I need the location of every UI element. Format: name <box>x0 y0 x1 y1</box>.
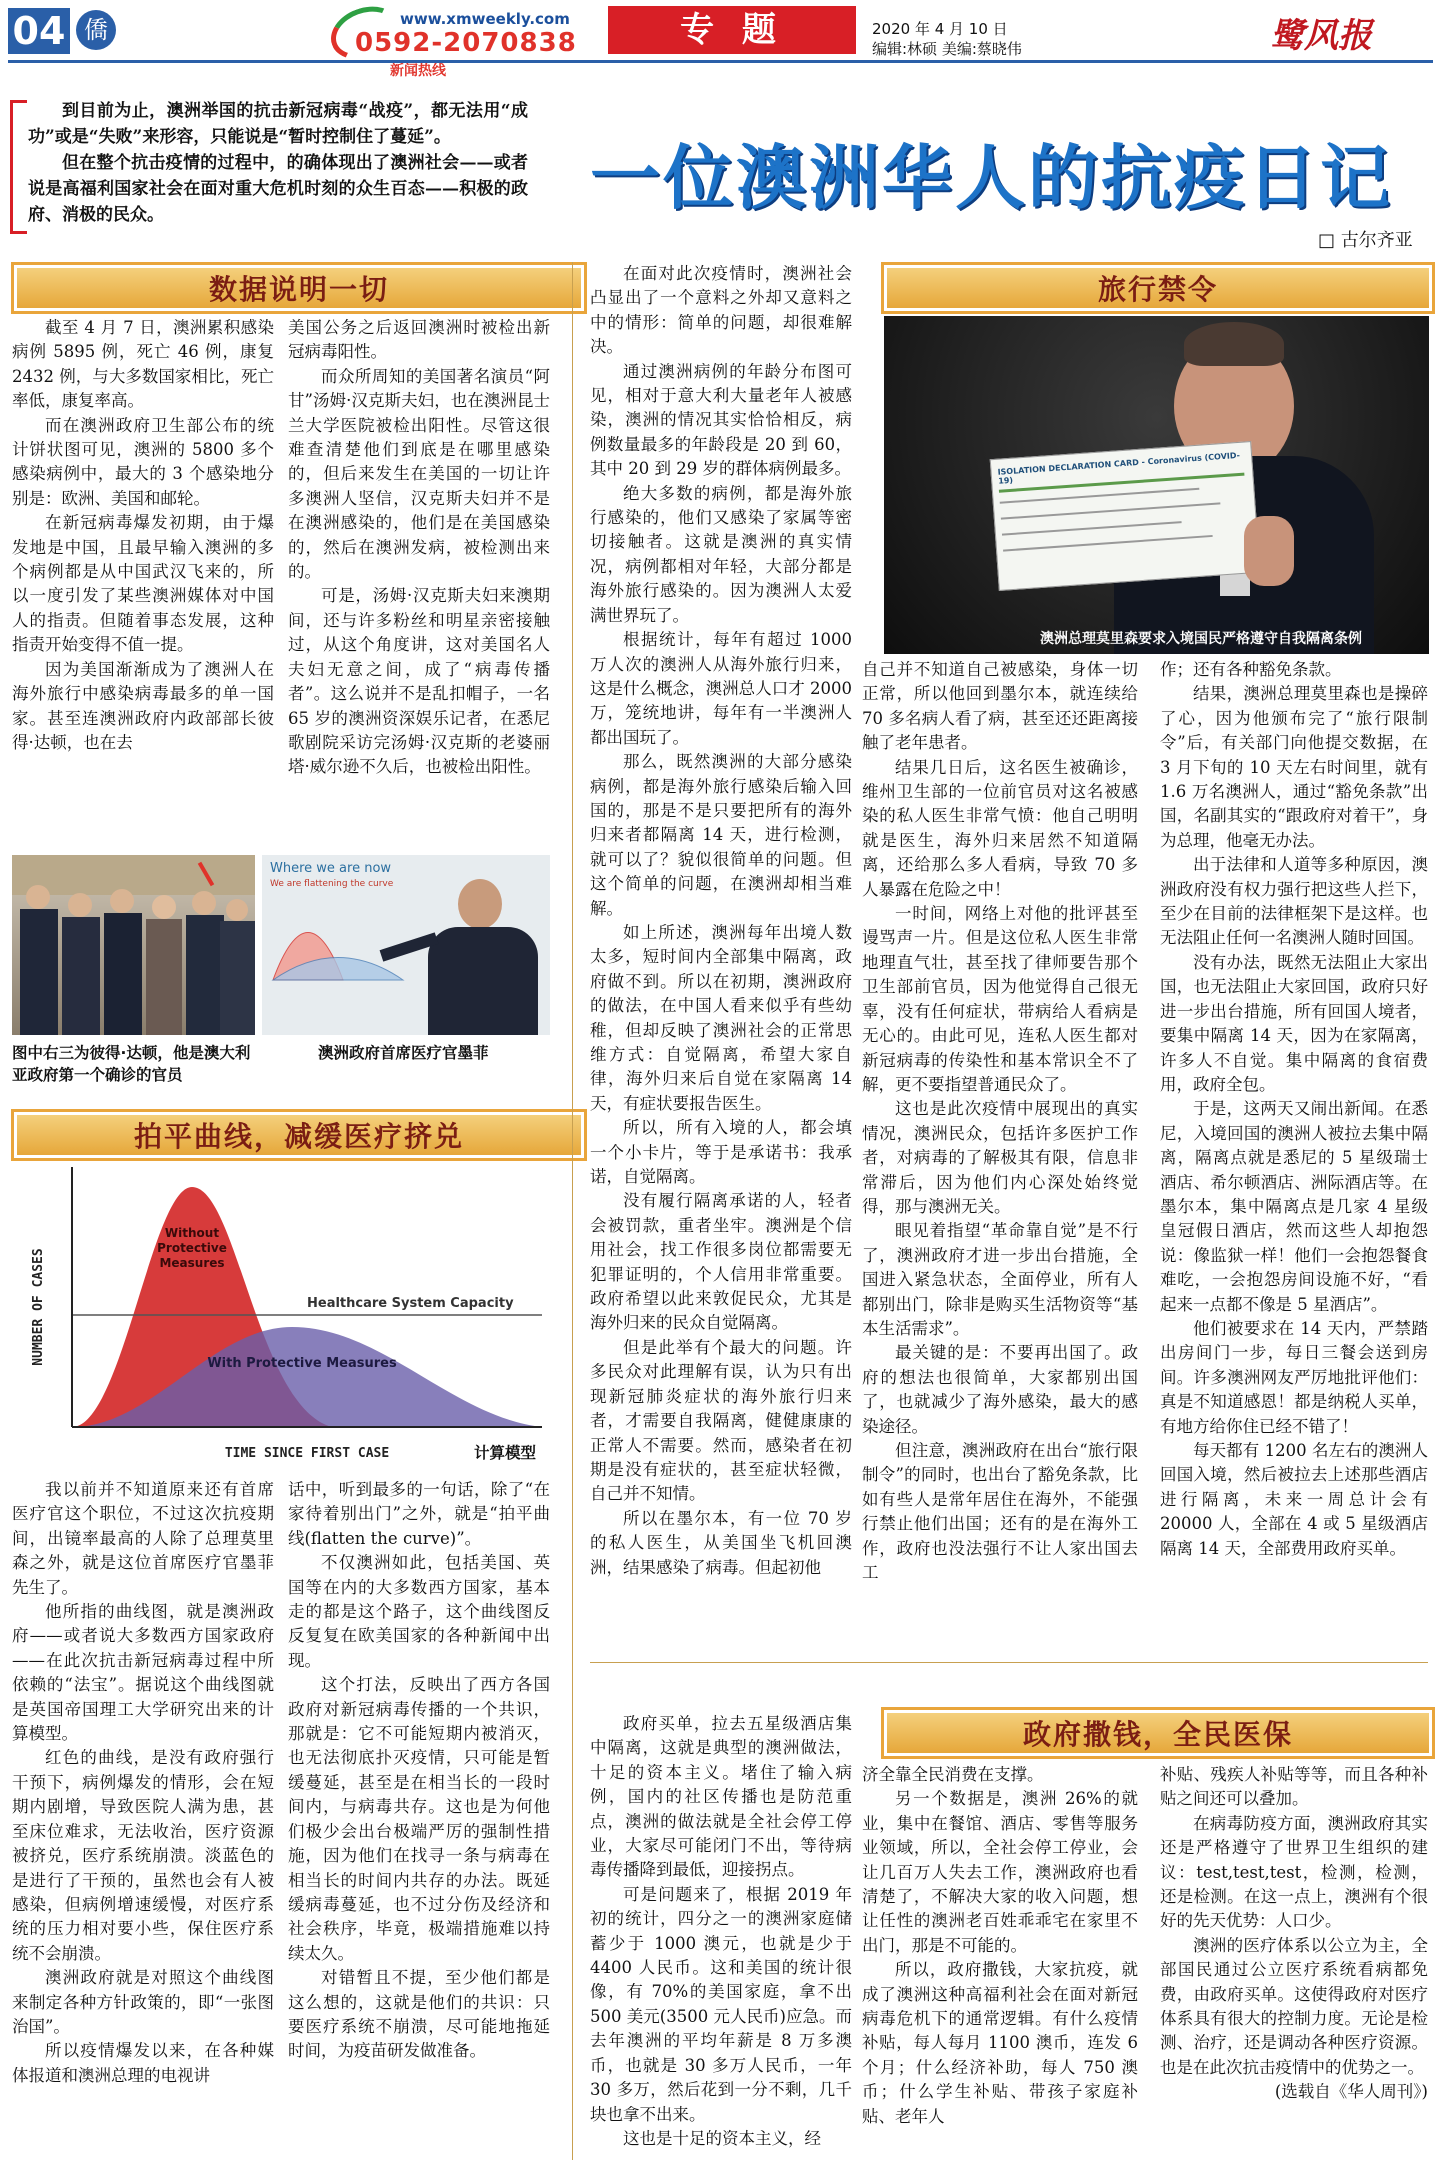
screen-text-2: We are flattening the curve <box>270 879 394 889</box>
paragraph: 但注意，澳洲政府在出台“旅行限制令”的同时，也出台了豁免条款，比如有些人是常年居住在海外，不能强行禁止他们出国；还有的是在海外工作，政府也没法强行不让人家出国去工 <box>862 1441 1138 1583</box>
paragraph: 这个打法，反映出了西方各国政府对新冠病毒传播的一个共识，那就是：它不可能短期内被消灭，也无法彻底扑灭疫情，只可能是暂缓蔓延，甚至是在相当长的一段时间内，与病毒共存。这也是为何他们极少会出台极端严厉的强制性措施，因为他们在找寻一条与病毒在相当长的时间内共存的办法。既延缓病毒蔓延，也不过分伤及经济和社会秩序，毕竟，极端措施难以持续太久。 <box>288 1675 550 1963</box>
photo-prime-minister <box>884 316 1429 654</box>
paragraph: 我以前并不知道原来还有首席医疗官这个职位，不过这次抗疫期间，出镜率最高的人除了总理莫里森之外，就是这位首席医疗官墨菲先生了。 <box>12 1480 274 1597</box>
caption-chart: 计算模型 <box>474 1444 537 1462</box>
caption-photo-1: 图中右三为彼得·达顿，他是澳大利亚政府第一个确诊的官员 <box>12 1044 251 1084</box>
paragraph: 在病毒防疫方面，澳洲政府其实还是严格遵守了世界卫生组织的建议：test,test,test，检测，检测，还是检测。在这一点上，澳洲有个很好的先天优势：人口少。 <box>1160 1813 1428 1931</box>
column-2-bottom <box>288 1478 550 2064</box>
lead-text <box>28 98 528 228</box>
divider-vertical-left <box>572 262 573 2160</box>
paragraph: 对错暂且不提，至少他们都是这么想的，这就是他们的共识：只要医疗系统不崩溃，尽可能地拖延时间，为疫苗研发做准备。 <box>288 1968 550 2061</box>
caption-photo-2: 澳洲政府首席医疗官墨菲 <box>318 1044 489 1062</box>
screen-text: Where we are now <box>270 861 392 876</box>
paragraph: 话中，听到最多的一句话，除了“在家待着别出门”之外，就是“拍平曲线(flatten the curve)”。 <box>288 1480 550 1548</box>
paragraph: 他所指的曲线图，就是澳洲政府——或者说大多数西方国家政府——在此次抗击新冠病毒过程中所依赖的“法宝”。据说这个曲线图就是英国帝国理工大学研究出来的计算模型。 <box>12 1602 274 1744</box>
paragraph: 不仅澳洲如此，包括美国、英国等在内的大多数西方国家，基本走的都是这个路子，这个曲线图反反复复在欧美国家的各种新闻中出现。 <box>288 1553 550 1670</box>
screen-curve-icon <box>268 895 408 985</box>
column-2-top <box>288 316 550 780</box>
paragraph: 所以疫情爆发以来，在各种媒体报道和澳洲总理的电视讲 <box>12 2041 274 2085</box>
paragraph: 最关键的是：不要再出国了。政府的想法也很简单，大家都别出国了，也就减少了海外感染，最大的感染途径。 <box>862 1343 1138 1436</box>
paragraph: 出于法律和人道等多种原因，澳洲政府没有权力强行把这些人拦下，至少在目前的法律框架下是这样。也无法阻止任何一名澳洲人随时回国。 <box>1160 855 1428 948</box>
paragraph: 红色的曲线，是没有政府强行干预下，病例爆发的情形，会在短期内剧增，导致医院人满为患，甚至床位难求，无法收治，医疗资源被挤兑，医疗系统崩溃。淡蓝色的是进行了干预的，虽然也会有人被感染，但病例增速缓慢，对医疗系统的压力相对要小些，保住医疗系统不会崩溃。 <box>12 1748 274 1963</box>
paragraph: 可是，汤姆·汉克斯夫妇来澳期间，还与许多粉丝和明星亲密接触过，从这个角度讲，这对美国名人夫妇无意之间，成了“病毒传播者”。这么说并不是乱扣帽子，一名 65 岁的澳洲资深娱乐记者，在悉尼歌剧院采访完汤姆·汉克斯的老婆丽塔·威尔逊不久后，也被检出阳性。 <box>288 586 550 777</box>
paragraph: 没有办法，既然无法阻止大家出国，也无法阻止大家回国，政府只好进一步出台措施，所有回国人境者，要集中隔离 14 天，因为在家隔离，许多人不自觉。集中隔离的食宿费用，政府全包。 <box>1160 952 1428 1094</box>
paragraph: 这也是此次疫情中展现出的真实情况，澳洲民众，包括许多医护工作者，对病毒的了解极其有限，信息非常滞后，因为他们内心深处始终觉得，那与澳洲无关。 <box>862 1099 1138 1216</box>
column-4-top <box>862 658 1138 1585</box>
article-title: 一位澳洲华人的抗疫日记 <box>590 136 1393 219</box>
paragraph: 通过澳洲病例的年龄分布图可见，相对于意大利大量老年人被感染，澳洲的情况其实恰恰相反，病例数量最多的年龄段是 20 到 60，其中 20 到 29 岁的群体病例最多。 <box>590 361 852 479</box>
section-title-travel-ban: 旅行禁令 <box>884 265 1432 311</box>
lead-paragraph-1: 到目前为止，澳洲举国的抗击新冠病毒“战疫”，都无法用“成功”或是“失败”来形容，只能说是“暂时控制住了蔓延”。 <box>28 101 528 147</box>
series-label-without: Without Protective Measures <box>157 1226 227 1270</box>
paragraph: 济全靠全民消费在支撑。 <box>862 1765 1044 1784</box>
section-title-government: 政府撒钱，全民医保 <box>884 1710 1432 1756</box>
header-phone: 0592-2070838 <box>355 28 577 58</box>
paragraph: 另一个数据是，澳洲 26%的就业，集中在餐馆、酒店、零售等服务业领域，所以，全社会停工停业，会让几百万人失去工作，澳洲政府也看清楚了，不解决大家的收入问题，想让任性的澳洲老百姓乖乖宅在家里不出门，那是不可能的。 <box>862 1789 1138 1955</box>
paragraph: 政府买单，拉去五星级酒店集中隔离，这就是典型的澳洲做法，十足的资本主义。堵住了输入病例，国内的社区传播也是防范重点，澳洲的做法就是全社会停工停业，大家尽可能闭门不出，等待病毒传播降到最低，迎接拐点。 <box>590 1714 852 1880</box>
section-title-data: 数据说明一切 <box>14 265 584 311</box>
caption-photo-3: 澳洲总理莫里森要求入境国民严格遵守自我隔离条例 <box>1040 631 1362 647</box>
curve-chart <box>12 1165 560 1467</box>
photo-chief-medical-officer <box>262 855 550 1035</box>
card-title: ISOLATION DECLARATION CARD - Coronavirus (COVID-19) <box>997 450 1241 486</box>
paragraph: 一时间，网络上对他的批评甚至谩骂声一片。但是这位私人医生非常地理直气壮，甚至找了律师要告那个卫生部前官员，因为他觉得自己很无辜，没有任何症状，带病给人看病是无心的。由此可见，连私人医生都对新冠病毒的传染性和基本常识全不了解，更不要指望普通民众了。 <box>862 904 1138 1094</box>
paragraph: 作；还有各种豁免条款。 <box>1160 660 1342 679</box>
paragraph: 根据统计，每年有超过 1000 万人次的澳洲人从海外旅行归来，这是什么概念，澳洲总人口才 2000 万，笼统地讲，每年有一半澳洲人都出国玩了。 <box>590 630 852 747</box>
paragraph: 所以，所有入境的人，都会填一个小卡片，等于是承诺书：我承诺，自觉隔离。 <box>590 1118 852 1187</box>
paragraph: 所以在墨尔本，有一位 70 岁的私人医生，从美国坐飞机回澳洲，结果感染了病毒。但起初他 <box>590 1508 852 1577</box>
paragraph: 所以，政府撒钱，大家抗疫，就成了澳洲这种高福利社会在面对新冠病毒危机下的通常逻辑。有什么疫情补贴，每人每月 1100 澳币，连发 6 个月；什么经济补助，每人 750 澳币；什么学生补贴、带孩子家庭补贴、老年人 <box>862 1960 1138 2126</box>
paragraph: 美国公务之后返回澳洲时被检出新冠病毒阳性。 <box>288 318 550 362</box>
masthead: 鹭风报 <box>1270 16 1372 56</box>
y-axis-label: NUMBER OF CASES <box>31 1248 46 1366</box>
section-title-flatten: 拍平曲线，减缓医疗挤兑 <box>14 1112 584 1158</box>
series-label-with: With Protective Measures <box>207 1356 397 1371</box>
paragraph: 如上所述，澳洲每年出境人数太多，短时间内全部集中隔离，政府做不到。所以在初期，澳洲政府的做法，在中国人看来似乎有些幼稚，但却反映了澳洲社会的正常思维方式：自觉隔离，希望大家自律，海外归来后自觉在家隔离 14 天，有症状要报告医生。 <box>590 922 852 1113</box>
column-1-bottom <box>12 1478 274 2088</box>
photo-officials-group <box>12 855 255 1035</box>
declaration-card <box>990 441 1261 591</box>
header-date: 2020 年 4 月 10 日 <box>872 20 1008 38</box>
lead-paragraph-2: 但在整个抗击疫情的过程中，的确体现出了澳洲社会——或者说是高福利国家社会在面对重大危机时刻的众生百态——积极的政府、消极的民众。 <box>28 153 528 225</box>
paragraph: 截至 4 月 7 日，澳洲累积感染病例 5895 例，死亡 46 例，康复 2432 例，与大多数国家相比，死亡率低，康复率高。 <box>12 318 274 411</box>
paragraph: 于是，这两天又闹出新闻。在悉尼，入境回国的澳洲人被拉去集中隔离，隔离点就是悉尼的 5 星级瑞士酒店、希尔顿酒店、洲际酒店等。在墨尔本，集中隔离点是几家 4 星级皇冠假日酒店，然而这些人却抱怨说：像监狱一样！他们一会抱怨餐食难吃，一会抱怨房间设施不好，“看起来一点都不像是 5 星酒店”。 <box>1160 1099 1428 1314</box>
section-label: 专 题 <box>608 6 856 54</box>
capacity-label: Healthcare System Capacity <box>307 1296 514 1311</box>
paragraph: 眼见着指望“革命靠自觉”是不行了，澳洲政府才进一步出台措施，全国进入紧急状态，全面停业，所有人都别出门，除非是购买生活物资等“基本生活需求”。 <box>862 1221 1138 1338</box>
hotline-label: 新闻热线 <box>390 63 446 79</box>
paragraph: 因为美国渐渐成为了澳洲人在海外旅行中感染病毒最多的单一国家。甚至连澳洲政府内政部部长彼得·达顿，也在去 <box>12 659 274 752</box>
paragraph: 但是此举有个最大的问题。许多民众对此理解有误，认为只有出现新冠肺炎症状的海外旅行归来者，才需要自我隔离，健健康康的正常人不需要。然而，感染者在初期是没有症状的，甚至症状轻微，自己并不知情。 <box>590 1337 852 1504</box>
page-number: 04 <box>8 8 70 54</box>
column-3-bottom <box>590 1712 852 2151</box>
paragraph: 澳洲政府就是对照这个曲线图来制定各种方针政策的，即“一张图治国”。 <box>12 1968 274 2036</box>
divider-horizontal-lower <box>590 1662 1428 1663</box>
paragraph: 绝大多数的病例，都是海外旅行感染的，他们又感染了家属等密切接触者。这就是澳洲的真实情况，病例都相对年轻，大部分都是海外旅行感染的。因为澳洲人太爱满世界玩了。 <box>590 483 852 625</box>
paragraph: 在面对此次疫情时，澳洲社会凸显出了一个意料之外却又意料之中的情形：简单的问题，却很难解决。 <box>590 264 852 357</box>
paragraph: 补贴、残疾人补贴等等，而且各种补贴之间还可以叠加。 <box>1160 1765 1428 1809</box>
paragraph: 而在澳洲政府卫生部公布的统计饼状图可见，澳洲的 5800 多个感染病例中，最大的 3 个感染地分别是：欧洲、美国和邮轮。 <box>12 415 274 508</box>
paragraph: 可是问题来了，根据 2019 年初的统计，四分之一的澳洲家庭储蓄少于 1000 澳元，也就是少于 4400 人民币。这和美国的统计很像，有 70%的美国家庭，拿不出 500 美元(3500 元人民币)应急。而去年澳洲的平均年薪是 8 万多澳币，也就是 30 多万人民币，一年 30 多万，然后花到一分不剩，几千块也拿不出来。 <box>590 1884 852 2124</box>
source-note: (选载自《华人周刊》) <box>1274 2082 1428 2102</box>
column-5-bottom <box>1160 1763 1428 2105</box>
lead-bracket <box>10 100 27 234</box>
paragraph: 没有履行隔离承诺的人，轻者会被罚款，重者坐牢。澳洲是个信用社会，找工作很多岗位都需要无犯罪证明的，个人信用非常重要。政府希望以此来敦促民众，尤其是海外归来的民众自觉隔离。 <box>590 1191 852 1333</box>
column-4-bottom <box>862 1763 1138 2129</box>
paragraph: 结果，澳洲总理莫里森也是操碎了心，因为他颁布完了“旅行限制令”后，有关部门向他提交数据，在 3 月下旬的 10 天左右时间里，就有 1.6 万名澳洲人，通过“豁免条款”出国，名副其实的“跟政府对着干”，身为总理，他毫无办法。 <box>1160 684 1428 850</box>
curve-chart-svg <box>12 1165 560 1467</box>
page-badge: 僑 <box>76 10 116 50</box>
header-rule <box>8 60 1433 63</box>
paragraph: 结果几日后，这名医生被确诊，维州卫生部的一位前官员对这名被感染的私人医生非常气愤：他自己明明就是医生，海外归来居然不知道隔离，还给那么多人看病，导致 70 多人暴露在危险之中！ <box>862 757 1138 899</box>
paragraph: 那么，既然澳洲的大部分感染病例，都是海外旅行感染后输入回国的，那是不是只要把所有的海外归来者都隔离 14 天，进行检测，就可以了？貌似很简单的问题。但这个简单的问题，在澳洲却相当难解。 <box>590 752 852 918</box>
paragraph: 这也是十足的资本主义，经 <box>623 2128 821 2148</box>
paragraph: 而众所周知的美国著名演员“阿甘”汤姆·汉克斯夫妇，也在澳洲昆士兰大学医院被检出阳性。尽管这很难查清楚他们到底是在哪里感染的，但后来发生在美国的一切让许多澳洲人坚信，汉克斯夫妇并不是在澳洲感染的，他们是在美国感染的，然后在澳洲发病，被检测出来的。 <box>288 366 550 582</box>
column-3-top <box>590 262 852 1580</box>
header-editors: 编辑:林硕 美编:蔡晓伟 <box>872 40 1022 58</box>
paragraph: 自己并不知道自己被感染，身体一切正常，所以他回到墨尔本，就连续给 70 多名病人看了病，甚至还还距离接触了老年患者。 <box>862 660 1138 753</box>
column-5-top <box>1160 658 1428 1561</box>
header-site: www.xmweekly.com <box>400 10 570 28</box>
byline: □ 古尔齐亚 <box>1318 230 1413 251</box>
column-1-top <box>12 316 274 755</box>
paragraph: 澳洲的医疗体系以公立为主，全部国民通过公立医疗系统看病都免费，由政府买单。这使得政府对医疗体系具有很大的控制力度。无论是检测、治疗，还是调动各种医疗资源。也是在此次抗击疫情中的优势之一。 <box>1160 1935 1428 2077</box>
x-axis-label: TIME SINCE FIRST CASE <box>224 1446 390 1461</box>
paragraph: 每天都有 1200 名左右的澳洲人回国入境，然后被拉去上述那些酒店进行隔离，未来一周总计会有 20000 人，全部在 4 或 5 星级酒店隔离 14 天，全部费用政府买单。 <box>1160 1441 1428 1558</box>
page-header <box>0 0 1441 79</box>
paragraph: 他们被要求在 14 天内，严禁踏出房间门一步，每日三餐会送到房间。许多澳洲网友严厉地批评他们：真是不知道感恩！都是纳税人买单，有地方给你住已经不错了！ <box>1160 1318 1428 1436</box>
paragraph: 在新冠病毒爆发初期，由于爆发地是中国，且最早输入澳洲的多个病例都是从中国武汉飞来的，所以一度引发了某些澳洲媒体对中国人的指责。但随着事态发展，这种指责开始变得不值一提。 <box>12 513 274 655</box>
